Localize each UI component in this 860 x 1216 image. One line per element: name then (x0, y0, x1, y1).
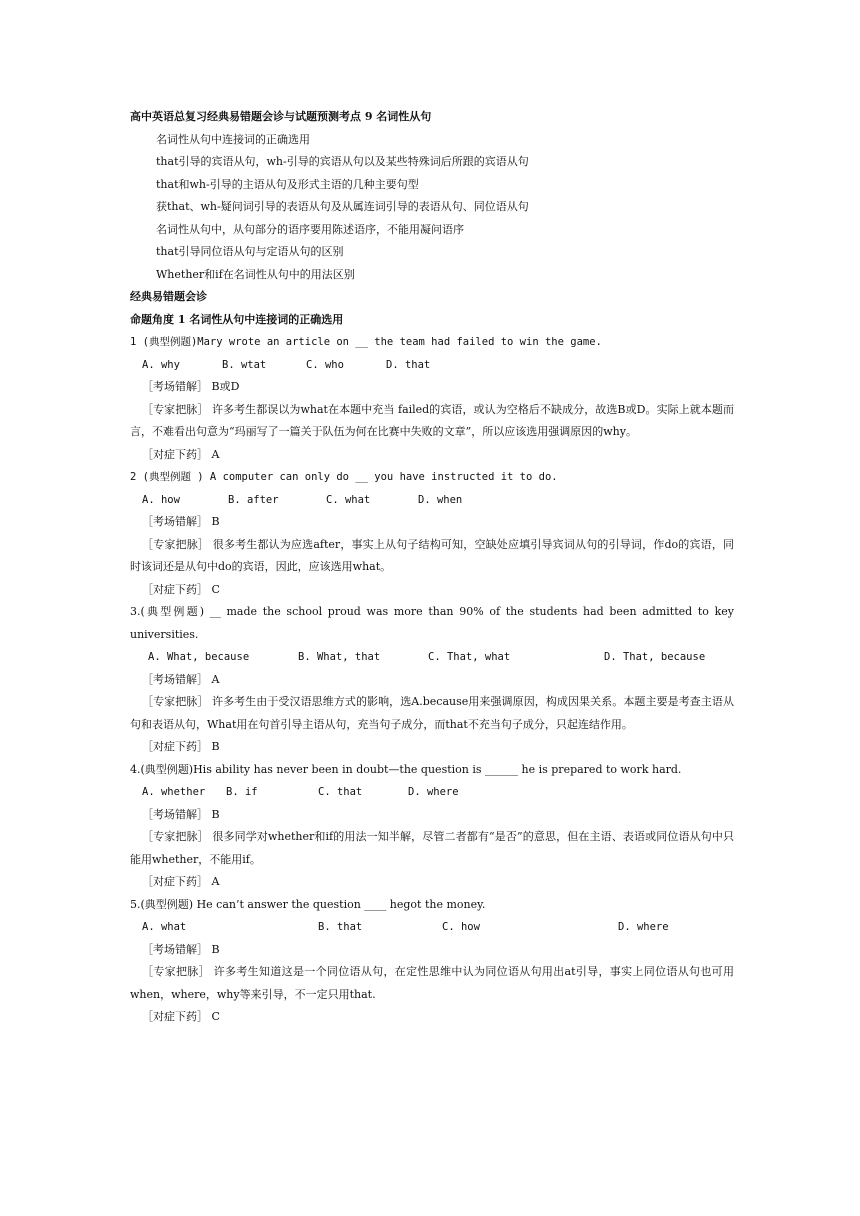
option-b: B. that (318, 921, 363, 933)
question-stem: 3.(典型例题) __ made the school proud was more than 90% of the students had been admitted to key universities. (130, 605, 734, 641)
option-c: C. what (326, 493, 371, 506)
wrong-answer: ［考场错解］ B (142, 515, 220, 528)
correct-answer: ［对症下药］ B (142, 740, 220, 753)
outline-item: that引导同位语从句与定语从句的区别 (156, 245, 344, 258)
question-options (130, 916, 734, 939)
outline-item: 获that、wh-疑问词引导的表语从句及从属连词引导的表语从句、同位语从句 (156, 200, 529, 213)
question-block (130, 601, 734, 759)
expert-analysis: ［专家把脉］ 很多考生都认为应选after，事实上从句子结构可知，空缺处应填引导宾词从句的引导词，作do的宾语，同时该词还是从句中do的宾语，因此，应该选用what。 (130, 537, 734, 573)
correct-answer: ［对症下药］ A (142, 875, 220, 888)
question-stem: 2 (典型例题 ) A computer can only do __ you have instructed it to do. (130, 471, 558, 483)
option-b: B. after (228, 493, 279, 506)
correct-answer: ［对症下药］ A (142, 447, 220, 461)
expert-analysis: ［专家把脉］ 许多考生知道这是一个同位语从句，在定性思维中认为同位语从句用出at引导，事实上同位语从句也可用when，where，why等来引导，不一定只用that. (130, 965, 734, 1001)
question-stem: 1 (典型例题)Mary wrote an article on __ the team had failed to win the game. (130, 336, 602, 348)
correct-answer: ［对症下药］ C (142, 1010, 220, 1023)
expert-analysis: ［专家把脉］ 许多考生由于受汉语思维方式的影响，选A.because用来强调原因，构成因果关系。本题主要是考查主语从句和表语从句，What用在句首引导主语从句，充当句子成分，而that不充当句子成分，只起连结作用。 (130, 695, 734, 731)
option-d: D. That, because (604, 651, 706, 663)
option-d: D. when (418, 493, 463, 506)
option-c: C. how (442, 921, 480, 933)
wrong-answer: ［考场错解］ A (142, 672, 220, 686)
question-block (130, 759, 734, 894)
question-stem: 5.(典型例题) He can’t answer the question ____ hegot the money. (130, 897, 486, 911)
question-block (130, 894, 734, 1029)
question-options (130, 354, 734, 377)
document-title: 高中英语总复习经典易错题会诊与试题预测考点 9 名词性从句 (130, 110, 432, 123)
option-c: C. that (318, 786, 363, 798)
wrong-answer: ［考场错解］ B (142, 807, 220, 821)
option-d: D. where (408, 786, 459, 798)
question-options (130, 489, 734, 512)
option-c: C. who (306, 358, 344, 371)
expert-analysis: ［专家把脉］ 许多考生都误以为what在本题中充当 failed的宾语，或认为空格后不缺成分，故选B或D。实际上就本题而言，不难看出句意为“玛丽写了一篇关于队伍为何在比赛中失败的文章”，所以应该选用强调原因的why。 (130, 402, 734, 438)
outline-item: 名词性从句中连接词的正确选用 (156, 132, 310, 146)
question-block (130, 466, 734, 601)
wrong-answer: ［考场错解］ B (142, 942, 220, 956)
outline-item: 名词性从句中，从句部分的语序要用陈述语序，不能用凝问语序 (156, 222, 464, 236)
wrong-answer: ［考场错解］ B或D (142, 380, 240, 393)
option-b: B. wtat (222, 358, 267, 371)
option-b: B. if (226, 786, 258, 798)
outline-item: Whether和if在名词性从句中的用法区别 (156, 267, 355, 281)
option-c: C. That, what (428, 651, 511, 663)
option-a: A. What, because (148, 651, 250, 663)
option-d: D. where (618, 921, 669, 933)
question-stem: 4.(典型例题)His ability has never been in doubt—the question is ______ he is prepared to work hard. (130, 762, 682, 776)
question-options (130, 646, 734, 669)
document-body (130, 106, 734, 1029)
option-a: A. what (142, 921, 187, 933)
expert-analysis: ［专家把脉］ 很多同学对whether和if的用法一知半解，尽管二者都有“是否”的意思，但在主语、表语或同位语从句中只能用whether，不能用if。 (130, 830, 734, 866)
subsection-title: 命题角度 1 名词性从句中连接词的正确选用 (130, 312, 344, 326)
outline-item: that引导的宾语从句，wh-引导的宾语从句以及某些特殊词后所跟的宾语从句 (156, 155, 529, 168)
option-a: A. whether (142, 786, 206, 798)
correct-answer: ［对症下药］ C (142, 582, 220, 596)
outline-item: that和wh-引导的主语从句及形式主语的几种主要句型 (156, 177, 419, 191)
option-a: A. how (142, 493, 180, 506)
option-a: A. why (142, 358, 180, 371)
question-options (130, 781, 734, 804)
option-d: D. that (386, 358, 431, 371)
outline-list (130, 129, 734, 287)
option-b: B. What, that (298, 651, 381, 663)
section-title: 经典易错题会诊 (130, 290, 207, 303)
question-block (130, 331, 734, 466)
